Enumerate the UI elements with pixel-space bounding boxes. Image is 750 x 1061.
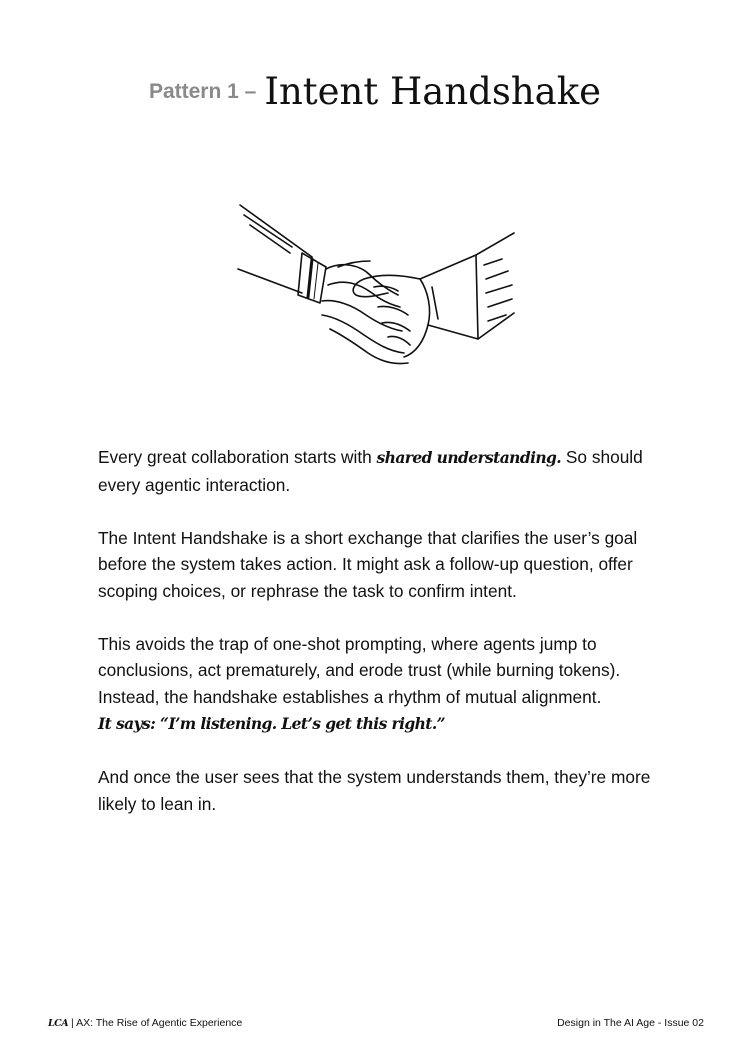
page-title (0, 70, 750, 113)
paragraph-1-text: Every great collaboration starts with (98, 447, 377, 467)
emphasis-shared-understanding: shared understanding. (376, 448, 562, 467)
pattern-label: Pattern 1 – (148, 79, 257, 103)
paragraph-1-text-end: So should every agentic interaction. (98, 447, 643, 495)
paragraph-2: The Intent Handshake is a short exchange that clarifies the user’s goal before the system takes action. It might ask a follow-up question, offer scoping choices, or rephrase the task to confirm intent. (98, 527, 638, 601)
handshake-icon (232, 195, 522, 370)
paragraph-4: And once the user sees that the system understands them, they’re more likely to lean in. (98, 767, 651, 814)
pattern-title: Intent Handshake (264, 70, 602, 113)
article-body (98, 444, 658, 844)
footer-series-title: | AX: The Rise of Agentic Experience (68, 1017, 243, 1029)
pull-quote: It says: “I’m listening. Let’s get this right.” (98, 714, 445, 733)
paragraph-3 (98, 631, 658, 738)
publisher-logo: LCA (48, 1018, 69, 1029)
footer-issue: Design in The AI Age - Issue 02 (557, 1017, 704, 1029)
paragraph-1 (98, 444, 658, 498)
paragraph-3-text: This avoids the trap of one-shot prompting, where agents jump to conclusions, act prematurely, and erode trust (while burning tokens). Instead, the handshake establishes a rhythm of mutual alignment. (98, 633, 621, 707)
footer-left (48, 1017, 242, 1029)
